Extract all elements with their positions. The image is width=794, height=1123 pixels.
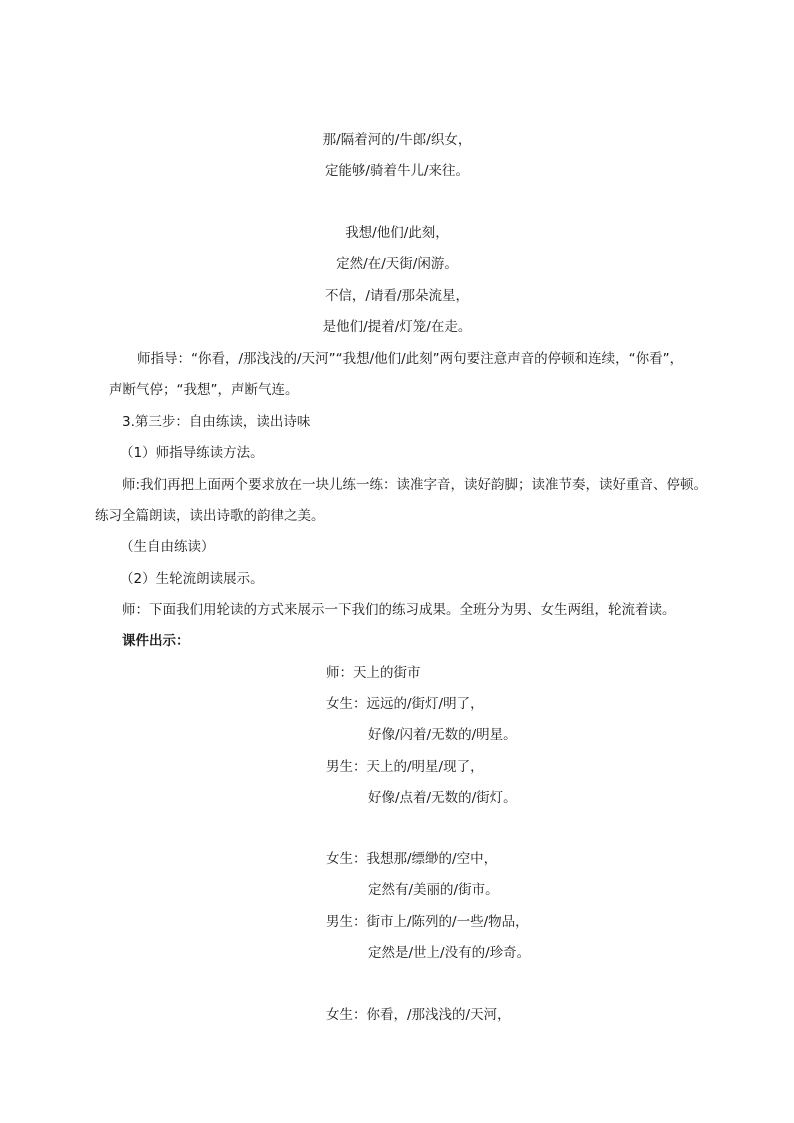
poem-line: 那/隔着河的/牛郎/织女， xyxy=(322,132,472,148)
step-heading: 3.第三步：自由练读，读出诗味 xyxy=(122,414,311,430)
role-label: 师： xyxy=(326,665,353,681)
role-label: 男生： xyxy=(326,759,367,775)
sub-item: （2）生轮流朗读展示。 xyxy=(120,571,264,587)
teacher-paragraph-line: 师:我们再把上面两个要求放在一块儿练一练：读准字音，读好韵脚；读准节奏，读好重音、停顿。 xyxy=(122,477,708,493)
role-label: 女生： xyxy=(326,851,367,867)
verse-text: 好像/闪着/无数的/明星。 xyxy=(368,727,517,743)
verse-text: 你看，/那浅浅的/天河， xyxy=(366,1007,511,1023)
verse-text: 天上的/明星/现了， xyxy=(366,759,484,775)
teacher-paragraph-line: 练习全篇朗读，读出诗歌的韵律之美。 xyxy=(95,508,325,524)
poem-line: 定能够/骑着牛儿/来往。 xyxy=(324,163,470,179)
guidance-line: 声断气停；“我想”，声断气连。 xyxy=(109,382,299,398)
poem-line: 我想/他们/此刻， xyxy=(345,225,449,241)
courseware-label: 课件出示： xyxy=(122,633,190,649)
role-label: 女生： xyxy=(326,696,367,712)
courseware-title: 天上的街市 xyxy=(353,665,421,681)
reading-line xyxy=(326,757,484,777)
reading-line xyxy=(326,849,497,869)
poem-line: 不信，/请看/那朵流星， xyxy=(324,288,470,304)
verse-text: 我想那/缥缈的/空中， xyxy=(366,851,498,867)
guidance-line: 师指导：“你看，/那浅浅的/天河”“我想/他们/此刻”两句要注意声音的停顿和连续，“你看”， xyxy=(137,351,684,367)
reading-line xyxy=(326,694,484,714)
poem-line: 定然/在/天街/闲游。 xyxy=(336,256,458,272)
verse-text: 好像/点着/无数的/街灯。 xyxy=(368,790,517,806)
verse-text: 定然是/世上/没有的/珍奇。 xyxy=(368,945,531,961)
reading-line xyxy=(326,1005,511,1025)
student-note: （生自由练读） xyxy=(120,539,215,555)
sub-item: （1）师指导练读方法。 xyxy=(120,445,264,461)
verse-text: 定然有/美丽的/街市。 xyxy=(368,882,499,898)
role-label: 男生： xyxy=(326,914,367,930)
verse-text: 远远的/街灯/明了， xyxy=(366,696,484,712)
poem-line: 是他们/提着/灯笼/在走。 xyxy=(322,319,472,335)
reading-line xyxy=(326,912,529,932)
role-label: 女生： xyxy=(326,1007,367,1023)
teacher-instruction: 师：下面我们用轮读的方式来展示一下我们的练习成果。全班分为男、女生两组，轮流着读。 xyxy=(122,602,676,618)
verse-text: 街市上/陈列的/一些/物品， xyxy=(366,914,529,930)
courseware-title-line xyxy=(326,663,421,683)
